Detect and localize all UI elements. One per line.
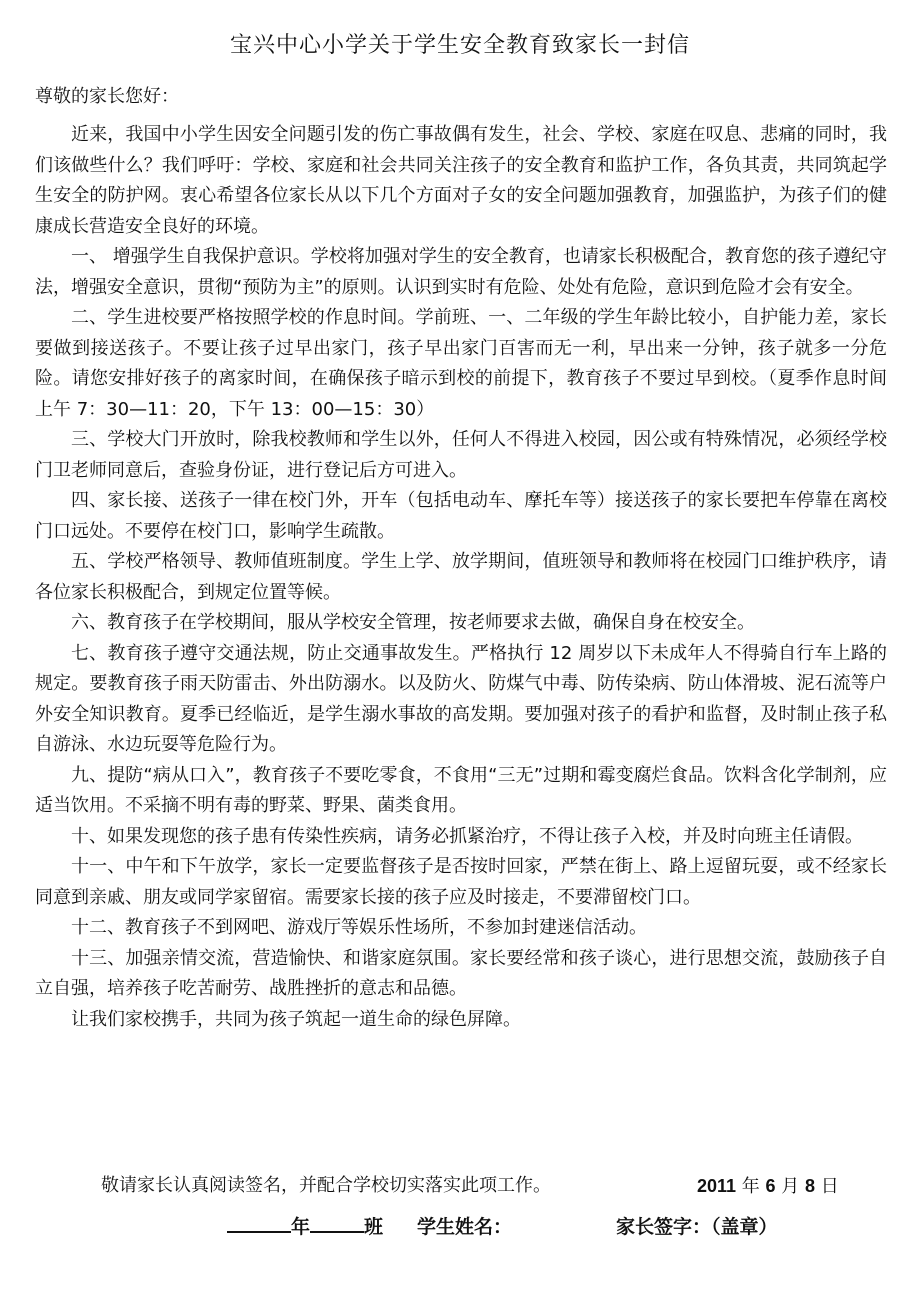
grade-blank[interactable] — [227, 1209, 291, 1233]
paragraph-item-5: 五、学校严格领导、教师值班制度。学生上学、放学期间，值班领导和教师将在校园门口维护秩序，请各位家长积极配合，到规定位置等候。 — [35, 551, 887, 603]
grade-label: 年 — [291, 1216, 311, 1238]
date-year-unit: 年 — [741, 1176, 760, 1197]
date-day: 8 — [805, 1176, 816, 1196]
student-name-label: 学生姓名： — [417, 1216, 513, 1238]
paragraph-item-4: 四、家长接、送孩子一律在校门外，开车（包括电动车、摩托车等）接送孩子的家长要把车停靠在离校门口远处。不要停在校门口，影响学生疏散。 — [35, 490, 887, 542]
paragraph-item-13: 十三、加强亲情交流，营造愉快、和谐家庭氛围。家长要经常和孩子谈心，进行思想交流，鼓励孩子自立自强，培养孩子吃苦耐劳、战胜挫折的意志和品德。 — [35, 947, 887, 999]
paragraph-item-2: 二、学生进校要严格按照学校的作息时间。学前班、一、二年级的学生年龄比较小，自护能力差，家长要做到接送孩子。不要让孩子过早出家门，孩子早出家门百害而无一利，早出来一分钟，孩子就多一分危险。请您安排好孩子的离家时间，在确保孩子暗示到校的前提下，教育孩子不要过早到校。（夏季作息时间上午 7：30—11：20，下午 13：00—15：30） — [35, 307, 887, 420]
paragraph-item-1: 一、 增强学生自我保护意识。学校将加强对学生的安全教育，也请家长积极配合，教育您的孩子遵纪守法，增强安全意识，贯彻“预防为主”的原则。认识到实时有危险、处处有危险，意识到危险才会有安全。 — [35, 246, 887, 298]
letter-body — [35, 120, 887, 1035]
signature-footer — [227, 1209, 778, 1242]
letter-title: 宝兴中心小学关于学生安全教育致家长一封信 — [229, 33, 690, 58]
date-month-unit: 月 — [781, 1176, 800, 1197]
paragraph-item-7: 七、教育孩子遵守交通法规，防止交通事故发生。严格执行 12 周岁以下未成年人不得骑自行车上路的规定。要教育孩子雨天防雷击、外出防溺水。以及防火、防煤气中毒、防传染病、防山体滑坡、泥石流等户外安全知识教育。夏季已经临近，是学生溺水事故的高发期。要加强对孩子的看护和监督，及时制止孩子私自游泳、水边玩耍等危险行为。 — [35, 642, 887, 755]
paragraph-item-11: 十一、中午和下午放学，家长一定要监督孩子是否按时回家，严禁在街上、路上逗留玩耍，或不经家长同意到亲戚、朋友或同学家留宿。需要家长接的孩子应及时接走，不要滞留校门口。 — [35, 856, 887, 908]
paragraph-item-10: 十、如果发现您的孩子患有传染性疾病，请务必抓紧治疗，不得让孩子入校，并及时向班主任请假。 — [71, 825, 863, 847]
date-day-unit: 日 — [820, 1176, 839, 1197]
letter-greeting: 尊敬的家长您好： — [35, 86, 179, 107]
paragraph-closing: 让我们家校携手，共同为孩子筑起一道生命的绿色屏障。 — [71, 1008, 521, 1030]
signature-notice: 敬请家长认真阅读签名，并配合学校切实落实此项工作。 — [101, 1175, 551, 1196]
parent-signature-label: 家长签字：（盖章） — [616, 1216, 778, 1238]
date-month: 6 — [765, 1176, 776, 1196]
paragraph-intro: 近来，我国中小学生因安全问题引发的伤亡事故偶有发生，社会、学校、家庭在叹息、悲痛的同时，我们该做些什么？我们呼吁：学校、家庭和社会共同关注孩子的安全教育和监护工作，各负其责，共同筑起学生安全的防护网。衷心希望各位家长从以下几个方面对子女的安全问题加强教育，加强监护，为孩子们的健康成长营造安全良好的环境。 — [35, 124, 887, 237]
paragraph-item-3: 三、学校大门开放时，除我校教师和学生以外，任何人不得进入校园，因公或有特殊情况，必须经学校门卫老师同意后，查验身份证，进行登记后方可进入。 — [35, 429, 887, 481]
paragraph-item-9: 九、提防“病从口入”，教育孩子不要吃零食，不食用“三无”过期和霉变腐烂食品。饮料含化学制剂，应适当饮用。不采摘不明有毒的野菜、野果、菌类食用。 — [35, 764, 887, 816]
paragraph-item-6: 六、教育孩子在学校期间，服从学校安全管理，按老师要求去做，确保自身在校安全。 — [71, 612, 755, 633]
class-label: 班 — [364, 1216, 384, 1238]
class-blank[interactable] — [310, 1209, 364, 1233]
paragraph-item-12: 十二、教育孩子不到网吧、游戏厅等娱乐性场所，不参加封建迷信活动。 — [71, 917, 647, 938]
letter-date — [697, 1171, 839, 1202]
date-year: 2011 — [697, 1176, 737, 1196]
